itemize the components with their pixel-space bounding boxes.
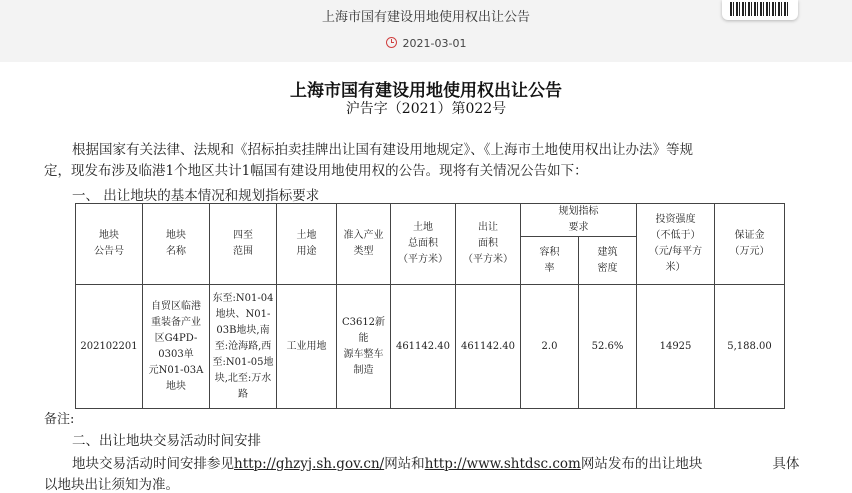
remark-label: 备注:	[44, 412, 75, 427]
header-title: 上海市国有建设用地使用权出让公告	[321, 10, 530, 25]
intro-line-1: 根据国家有关法律、法规和《招标拍卖挂牌出让国有建设用地规定》、《上海市土地使用权出让办法》等规	[72, 142, 693, 158]
schedule-paragraph-end: 以地块出让须知为准。	[44, 477, 179, 493]
cell-sale-area: 461142.40	[456, 285, 521, 409]
header-boundary: 四至 范围	[210, 204, 277, 285]
header-investment: 投资强度 （不低于） （元/每平方 米）	[637, 204, 715, 285]
publish-date-row	[0, 37, 852, 50]
header-total-area: 土地 总面积 （平方米）	[391, 204, 456, 285]
header-industry: 准入产业 类型	[337, 204, 391, 285]
link-ghzyj[interactable]: http://ghzyj.sh.gov.cn/	[234, 456, 385, 472]
schedule-text-post: 网站发布的出让地块	[580, 456, 703, 472]
table-row	[76, 285, 785, 409]
intro-line-2: 定，现发布涉及临港1个地区共计1幅国有建设用地使用权的公告。现将有关情况公告如下：	[44, 163, 588, 179]
document-number: 沪告字（2021）第022号	[345, 101, 507, 117]
schedule-text-mid: 网站和	[384, 456, 425, 472]
header-density: 建筑 密度	[579, 237, 637, 285]
cell-plot-no: 202102201	[76, 285, 143, 409]
section-heading-1: 一、 出让地块的基本情况和规划指标要求	[72, 188, 320, 204]
qr-code-tab[interactable]	[722, 0, 798, 20]
header-deposit: 保证金 （万元）	[715, 204, 785, 285]
header-plot-no: 地块 公告号	[76, 204, 143, 285]
header-land-use: 土地 用途	[277, 204, 337, 285]
cell-total-area: 461142.40	[391, 285, 456, 409]
table-header-row	[76, 204, 785, 237]
qr-code-icon	[730, 2, 788, 16]
cell-land-use: 工业用地	[277, 285, 337, 409]
land-info-table	[75, 203, 785, 409]
schedule-text-pre: 地块交易活动时间安排参见	[72, 456, 234, 472]
header-plot-name: 地块 名称	[143, 204, 210, 285]
header-planning: 规划指标 要求	[521, 204, 637, 237]
intro-paragraph	[44, 140, 814, 182]
cell-boundary: 东至:N01-04 地块、N01- 03B地块,南 至:沧海路,西 至:N01-05地 块,北至:万水 路	[210, 285, 277, 409]
cell-investment: 14925	[637, 285, 715, 409]
cell-plot-name: 自贸区临港 重装备产业 区G4PD- 0303单 元N01-03A 地块	[143, 285, 210, 409]
schedule-text-tail: 具体	[772, 456, 800, 472]
publish-date: 2021-03-01	[402, 37, 467, 50]
section-heading-2: 二、出让地块交易活动时间安排	[72, 433, 261, 449]
clock-icon	[386, 37, 397, 48]
header-sale-area: 出让 面积 （平方米）	[456, 204, 521, 285]
cell-industry: C3612新能 源车整车 制造	[337, 285, 391, 409]
top-bar	[0, 0, 852, 62]
cell-deposit: 5,188.00	[715, 285, 785, 409]
header-far: 容积 率	[521, 237, 579, 285]
land-table-wrapper	[75, 203, 785, 409]
schedule-paragraph	[72, 452, 812, 472]
cell-far: 2.0	[521, 285, 579, 409]
cell-density: 52.6%	[579, 285, 637, 409]
document-title: 上海市国有建设用地使用权出让公告	[290, 81, 562, 101]
link-shtdsc[interactable]: http://www.shtdsc.com	[424, 456, 581, 472]
